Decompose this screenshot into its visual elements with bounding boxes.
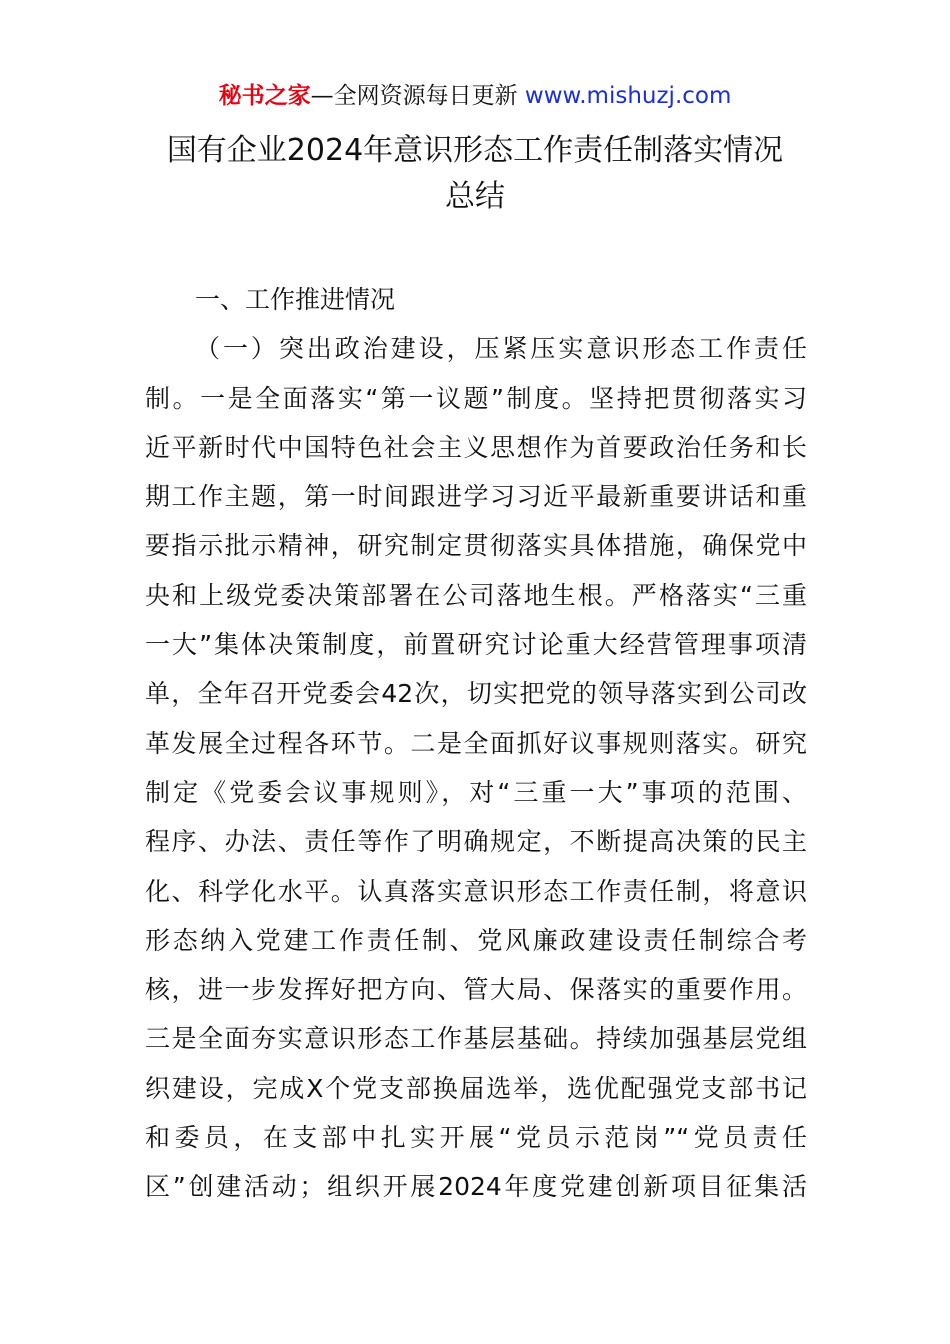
paragraph-line: 期工作主题，第一时间跟进学习习近平最新重要讲话和重 <box>145 482 807 512</box>
paragraph-line: 区”创建活动；组织开展2024年度党建创新项目征集活 <box>145 1172 807 1202</box>
paragraph-line: 三是全面夯实意识形态工作基层基础。持续加强基层党组 <box>145 1024 807 1054</box>
paragraph-line: 和委员，在支部中扎实开展“党员示范岗”“党员责任 <box>145 1123 807 1153</box>
document-title <box>120 128 830 220</box>
title-line-2: 总结 <box>445 179 505 214</box>
paragraph-line: 要指示批示精神，研究制定贯彻落实具体措施，确保党中 <box>145 531 807 561</box>
paragraph-line: 近平新时代中国特色社会主义思想作为首要政治任务和长 <box>145 432 807 462</box>
section-heading: 一、工作推进情况 <box>195 285 396 314</box>
paragraph-line: 革发展全过程各环节。二是全面抓好议事规则落实。研究 <box>145 728 807 758</box>
paragraph-line: （一）突出政治建设，压紧压实意识形态工作责任 <box>195 334 807 364</box>
header-tagline: —全网资源每日更新 <box>310 83 518 109</box>
paragraph-line: 形态纳入党建工作责任制、党风廉政建设责任制综合考 <box>145 925 807 955</box>
paragraph-line: 化、科学化水平。认真落实意识形态工作责任制，将意识 <box>145 876 807 906</box>
site-header <box>0 80 950 112</box>
paragraph-line: 单，全年召开党委会42次，切实把党的领导落实到公司改 <box>145 679 807 709</box>
paragraph-line: 织建设，完成X个党支部换届选举，选优配强党支部书记 <box>145 1073 807 1103</box>
paragraph-line: 程序、办法、责任等作了明确规定，不断提高决策的民主 <box>145 827 807 857</box>
title-line-1: 国有企业2024年意识形态工作责任制落实情况 <box>166 133 784 168</box>
site-url-link[interactable]: www.mishuzj.com <box>524 83 732 109</box>
paragraph-line: 制定《党委会议事规则》，对“三重一大”事项的范围、 <box>145 777 807 807</box>
paragraph-line: 一大”集体决策制度，前置研究讨论重大经营管理事项清 <box>145 630 807 660</box>
brand-name: 秘书之家 <box>218 83 311 109</box>
document-body <box>145 275 807 1212</box>
paragraph-line: 制。一是全面落实“第一议题”制度。坚持把贯彻落实习 <box>145 383 807 413</box>
paragraph-line: 央和上级党委决策部署在公司落地生根。严格落实“三重 <box>145 580 807 610</box>
paragraph-line: 核，进一步发挥好把方向、管大局、保落实的重要作用。 <box>145 975 807 1005</box>
